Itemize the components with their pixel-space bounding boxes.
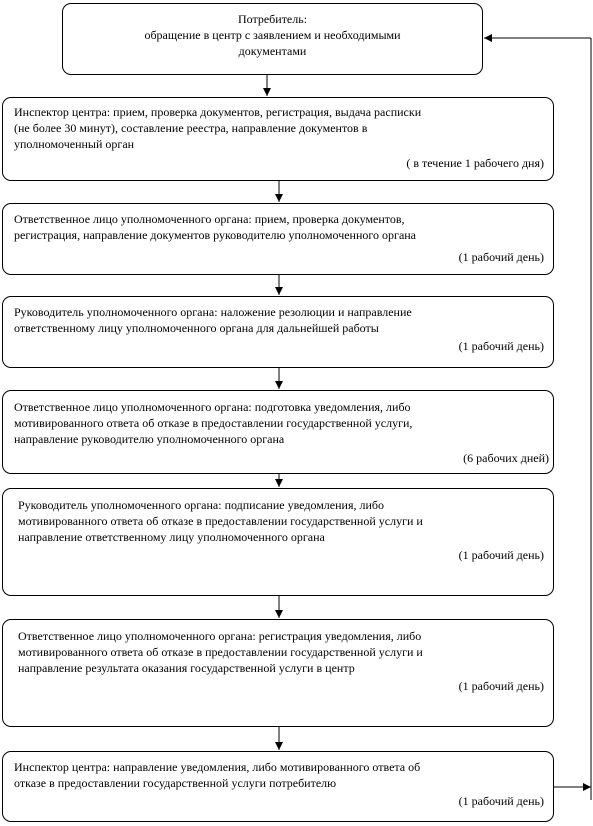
step-duration: (1 рабочий день) — [458, 250, 544, 264]
step-consumer-box — [62, 3, 483, 75]
step-head-resolution-box — [2, 296, 554, 368]
step-head-sign-box — [2, 488, 554, 596]
step-officer-intake-box — [2, 203, 554, 275]
step-text: Потребитель: обращение в центр с заявлением и необходимыми документами — [144, 12, 401, 58]
step-duration: ( в течение 1 рабочего дня) — [406, 156, 544, 170]
step-text: Ответственное лицо уполномоченного органа: прием, проверка документов, регистрация, направление документов руководителю уполномоченного органа — [14, 212, 417, 242]
step-text: Ответственное лицо уполномоченного органа: регистрация уведомления, либо мотивированного ответа об отказе в предоставлении государственной услуги и направление результата оказания государственной услуги в центр — [18, 629, 423, 675]
step-inspector-intake-box — [2, 97, 554, 181]
step-duration: (1 рабочий день) — [458, 548, 544, 562]
step-inspector-deliver-box — [2, 751, 554, 822]
step-duration: (6 рабочих дней) — [463, 451, 549, 465]
step-text: Руководитель уполномоченного органа: наложение резолюции и направление ответственному лицу уполномоченного органа для дальнейшей работы — [14, 305, 412, 335]
step-text: Инспектор центра: прием, проверка документов, регистрация, выдача расписки (не более 30 минут), составление реестра, направление документов в уполномоченный орган — [14, 105, 422, 151]
step-officer-prepare-box — [2, 390, 554, 474]
step-duration: (1 рабочий день) — [458, 339, 544, 353]
step-duration: (1 рабочий день) — [458, 794, 544, 808]
step-text: Руководитель уполномоченного органа: подписание уведомления, либо мотивированного ответа об отказе в предоставлении государственной услуги и направление ответственному лицу уполномоченного органа — [18, 498, 423, 544]
step-duration: (1 рабочий день) — [458, 679, 544, 693]
step-text: Инспектор центра: направление уведомления, либо мотивированного ответа об отказе в предоставлении государственной услуги потребителю — [14, 760, 421, 790]
step-text: Ответственное лицо уполномоченного органа: подготовка уведомления, либо мотивированного ответа об отказе в предоставлении государственной услуги, направление руководителю уполномоченного органа — [14, 400, 413, 446]
step-officer-register-box — [2, 619, 554, 727]
